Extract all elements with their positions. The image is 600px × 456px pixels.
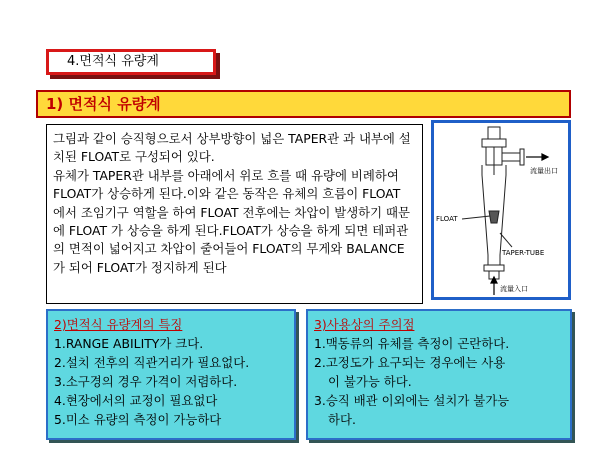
top-cap (488, 127, 500, 139)
features-card (46, 309, 296, 440)
description-box (46, 124, 423, 304)
feature-item: 1.RANGE ABILITY가 크다. (54, 336, 204, 351)
float (489, 211, 499, 223)
caution-item: 3.승직 배관 이외에는 설치가 불가능 (314, 393, 510, 408)
features-list (54, 334, 288, 429)
description-paragraph-1: 그림과 같이 승직형으로서 상부방향이 넓은 TAPER관 과 내부에 설치된 FLOAT로 구성되어 있다. (53, 131, 411, 165)
caution-item-continued: 하다. (328, 412, 356, 427)
label-outlet: 流量出口 (530, 167, 558, 175)
caution-item-continued: 이 불가능 하다. (328, 374, 412, 389)
feature-item: 3.소구경의 경우 가격이 저렴하다. (54, 374, 238, 389)
description-paragraph-2: 유체가 TAPER관 내부를 아래에서 위로 흐를 때 유량에 비례하여 FLOAT가 상승하게 된다.이와 같은 동작은 유체의 흐름이 FLOAT 에서 조임기구 역할을 하여 FLOAT 전후에는 차압이 발생하기 때문에 FLOAT 가 상승을 하게 된다.FLOAT가 상승을 하게 되면 테퍼관의 면적이 넓어지고 차압이 줄어들어 FLOAT의 무게와 BALANCE가 되어 FLOAT가 정지하게 된다 (53, 167, 410, 275)
label-inlet: 流量入口 (500, 285, 528, 293)
label-float: FLOAT (436, 215, 458, 223)
flowmeter-diagram (431, 120, 571, 300)
outlet-arrow-head (542, 154, 548, 160)
feature-item: 2.설치 전후의 직관거리가 필요없다. (54, 355, 250, 370)
feature-item: 4.현장에서의 교정이 필요없다 (54, 393, 218, 408)
inlet-arrow-head (491, 277, 497, 283)
bottom-flange (484, 265, 504, 271)
cautions-title: 3)사용상의 주의점 (314, 317, 415, 332)
title-bar: 1) 면적식 유량계 (36, 90, 571, 118)
top-flange (482, 139, 506, 147)
float-leader (462, 216, 490, 219)
taper-leader (500, 233, 512, 247)
taper-tube-left (482, 165, 488, 265)
cautions-list (314, 334, 564, 429)
flowmeter-drawing (434, 123, 568, 297)
cautions-card (306, 309, 572, 440)
outlet-flange (520, 149, 524, 165)
label-taper-tube: TAPER-TUBE (502, 249, 545, 257)
features-title: 2)면적식 유량계의 특징 (54, 317, 183, 332)
caution-item: 1.맥동류의 유체를 측정이 곤란하다. (314, 336, 510, 351)
section-tab: 4.면적식 유량계 (46, 49, 216, 75)
caution-item: 2.고정도가 요구되는 경우에는 사용 (314, 355, 506, 370)
feature-item: 5.미소 유량의 측정이 가능하다 (54, 412, 222, 427)
